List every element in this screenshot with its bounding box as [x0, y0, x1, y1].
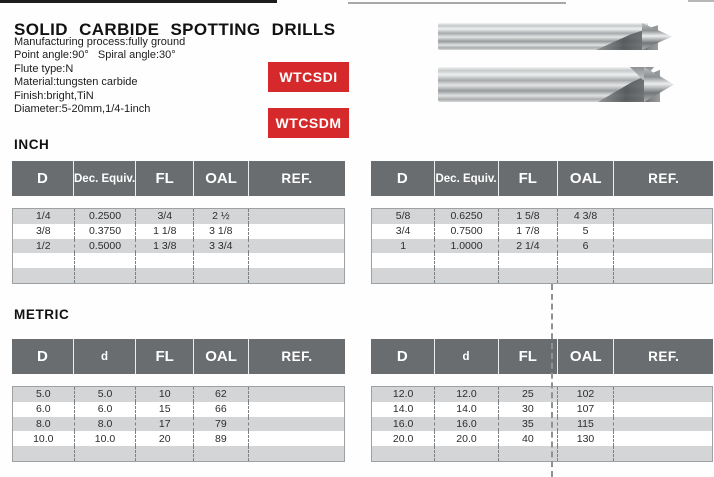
table-cell: [74, 268, 136, 283]
table-cell: [613, 209, 712, 224]
table-cell: [248, 446, 344, 461]
table-cell: 10: [135, 387, 193, 402]
table-cell: [498, 446, 557, 461]
spec-line: Diameter:5-20mm,1/4-1inch: [14, 103, 151, 116]
drill-photo-top: [438, 23, 672, 50]
column-header: OAL: [557, 161, 613, 196]
table-cell: 2 1/4: [498, 239, 557, 254]
table-cell: [498, 268, 557, 283]
table-cell: 1/4: [35, 210, 51, 223]
table-cell: [248, 387, 344, 402]
table-body: [12, 386, 345, 462]
page-top-crop-mark: [348, 2, 566, 4]
table-cell: 15: [135, 402, 193, 417]
inch-table-left: [12, 161, 345, 284]
table-cell: 62: [193, 387, 248, 402]
table-cell: [248, 431, 344, 446]
table-cell: [248, 239, 344, 254]
table-cell: 102: [557, 387, 613, 402]
table-row: [372, 239, 712, 254]
table-cell: [434, 268, 498, 283]
table-row: [372, 253, 712, 268]
table-cell: 6.0: [74, 402, 136, 417]
table-header-row: [12, 339, 345, 374]
table-cell: 89: [193, 431, 248, 446]
table-cell: 1: [400, 239, 407, 252]
table-cell: 17: [135, 417, 193, 432]
table-cell: 8.0: [35, 417, 51, 430]
table-cell: 66: [193, 402, 248, 417]
table-cell: [13, 446, 74, 461]
table-cell: 0.3750: [74, 224, 136, 239]
table-cell: 16.0: [434, 417, 498, 432]
column-header: REF.: [248, 161, 345, 196]
table-header-row: [371, 161, 713, 196]
table-cell: [613, 268, 712, 283]
table-cell: [193, 268, 248, 283]
table-row: [13, 209, 344, 224]
table-cell: [372, 446, 434, 461]
table-cell: 40: [498, 431, 557, 446]
model-badge-wtcsdi: WTCSDI: [268, 62, 349, 92]
table-cell: 5.0: [35, 388, 51, 401]
table-body: [371, 208, 713, 284]
column-header: FL: [135, 161, 193, 196]
table-cell: [193, 253, 248, 268]
table-cell: 0.2500: [74, 209, 136, 224]
column-header: OAL: [193, 161, 248, 196]
table-row: [372, 387, 712, 402]
table-cell: [434, 253, 498, 268]
table-cell: 3/4: [135, 209, 193, 224]
table-cell: [613, 417, 712, 432]
table-cell: 107: [557, 402, 613, 417]
table-cell: 1 3/8: [135, 239, 193, 254]
table-body: [12, 208, 345, 284]
column-header: D: [396, 170, 408, 187]
model-badge-wtcsdm: WTCSDM: [268, 108, 349, 138]
table-body: [371, 386, 713, 462]
table-row: [13, 268, 344, 283]
table-row: [13, 239, 344, 254]
table-cell: [613, 239, 712, 254]
table-cell: [372, 253, 434, 268]
table-cell: 25: [498, 387, 557, 402]
table-cell: 3/8: [35, 225, 51, 238]
table-cell: 1 7/8: [498, 224, 557, 239]
column-header: D: [37, 348, 48, 365]
table-cell: [74, 446, 136, 461]
table-row: [372, 268, 712, 283]
table-cell: [248, 402, 344, 417]
table-cell: [248, 268, 344, 283]
table-cell: 5/8: [395, 210, 411, 223]
table-cell: 6.0: [35, 403, 51, 416]
table-row: [13, 387, 344, 402]
table-cell: [135, 268, 193, 283]
table-cell: 3 1/8: [193, 224, 248, 239]
table-cell: 3 3/4: [193, 239, 248, 254]
table-cell: 0.6250: [434, 209, 498, 224]
table-cell: [613, 224, 712, 239]
table-cell: 30: [498, 402, 557, 417]
column-header: D: [37, 170, 48, 187]
metric-table-left: [12, 339, 345, 462]
table-cell: [74, 253, 136, 268]
table-row: [372, 209, 712, 224]
table-cell: 1 5/8: [498, 209, 557, 224]
table-cell: 16.0: [392, 417, 414, 430]
spec-line: Point angle:90° Spiral angle:30°: [14, 49, 176, 62]
page-title: SOLID CARBIDE SPOTTING DRILLS: [14, 20, 336, 40]
column-header: FL: [135, 339, 193, 374]
table-cell: [613, 253, 712, 268]
table-cell: 10.0: [33, 432, 54, 445]
metric-table-right: [371, 339, 713, 462]
table-cell: [613, 431, 712, 446]
table-row: [13, 446, 344, 461]
column-header: FL: [498, 161, 558, 196]
table-cell: [613, 446, 712, 461]
page-top-crop-mark: [0, 0, 277, 3]
table-cell: 115: [557, 417, 613, 432]
table-row: [13, 224, 344, 239]
table-cell: 14.0: [434, 402, 498, 417]
table-cell: 1 1/8: [135, 224, 193, 239]
table-row: [13, 253, 344, 268]
spec-line: Manufacturing process:fully ground: [14, 36, 186, 48]
section-label-metric: METRIC: [14, 307, 70, 322]
table-cell: 0.5000: [74, 239, 136, 254]
table-cell: 12.0: [434, 387, 498, 402]
column-header: D: [396, 348, 408, 365]
table-cell: 4 3/8: [557, 209, 613, 224]
table-row: [372, 446, 712, 461]
table-cell: [498, 253, 557, 268]
table-cell: [193, 446, 248, 461]
section-label-inch: INCH: [14, 137, 50, 152]
table-cell: [248, 209, 344, 224]
table-cell: [135, 253, 193, 268]
product-spec-list: [14, 36, 185, 116]
table-cell: 10.0: [74, 431, 136, 446]
table-cell: 20.0: [392, 432, 414, 445]
table-cell: 8.0: [74, 417, 136, 432]
table-cell: [13, 253, 74, 268]
column-header: d: [434, 339, 498, 374]
table-cell: 3/4: [395, 225, 411, 238]
table-row: [13, 431, 344, 446]
table-cell: [557, 446, 613, 461]
table-cell: 12.0: [392, 388, 414, 401]
inch-table-right: [371, 161, 713, 284]
table-cell: 0.7500: [434, 224, 498, 239]
table-cell: 2 ½: [193, 209, 248, 224]
column-header: OAL: [193, 339, 248, 374]
column-header: OAL: [557, 339, 613, 374]
table-cell: 14.0: [392, 403, 414, 416]
column-header: d: [73, 339, 135, 374]
table-cell: [434, 446, 498, 461]
spec-line: Finish:bright,TiN: [14, 89, 94, 102]
column-header: FL: [498, 339, 558, 374]
table-cell: 1/2: [35, 239, 51, 252]
table-cell: [248, 417, 344, 432]
page-fold-mark: [551, 284, 553, 477]
table-cell: [557, 268, 613, 283]
table-cell: 130: [557, 431, 613, 446]
spec-line: Material:tungsten carbide: [14, 76, 138, 89]
column-header: Dec. Equiv.: [434, 161, 498, 196]
table-cell: [135, 446, 193, 461]
table-cell: 5.0: [74, 387, 136, 402]
column-header: REF.: [613, 339, 713, 374]
table-cell: [13, 268, 74, 283]
table-cell: 20: [135, 431, 193, 446]
table-row: [13, 402, 344, 417]
table-header-row: [12, 161, 345, 196]
table-cell: 20.0: [434, 431, 498, 446]
page-top-crop-mark: [688, 0, 714, 2]
table-cell: 1.0000: [434, 239, 498, 254]
table-row: [13, 417, 344, 432]
column-header: Dec. Equiv.: [73, 161, 135, 196]
table-cell: [372, 268, 434, 283]
table-cell: [557, 253, 613, 268]
column-header: REF.: [248, 339, 345, 374]
drill-photo-bottom: [438, 67, 674, 102]
table-row: [372, 402, 712, 417]
table-row: [372, 431, 712, 446]
table-cell: 79: [193, 417, 248, 432]
table-cell: [248, 224, 344, 239]
table-cell: [248, 253, 344, 268]
table-row: [372, 224, 712, 239]
table-cell: [613, 387, 712, 402]
table-cell: 35: [498, 417, 557, 432]
table-cell: 5: [557, 224, 613, 239]
table-row: [372, 417, 712, 432]
column-header: REF.: [613, 161, 713, 196]
spec-line: Flute type:N: [14, 62, 74, 75]
table-header-row: [371, 339, 713, 374]
table-cell: 6: [557, 239, 613, 254]
table-cell: [613, 402, 712, 417]
